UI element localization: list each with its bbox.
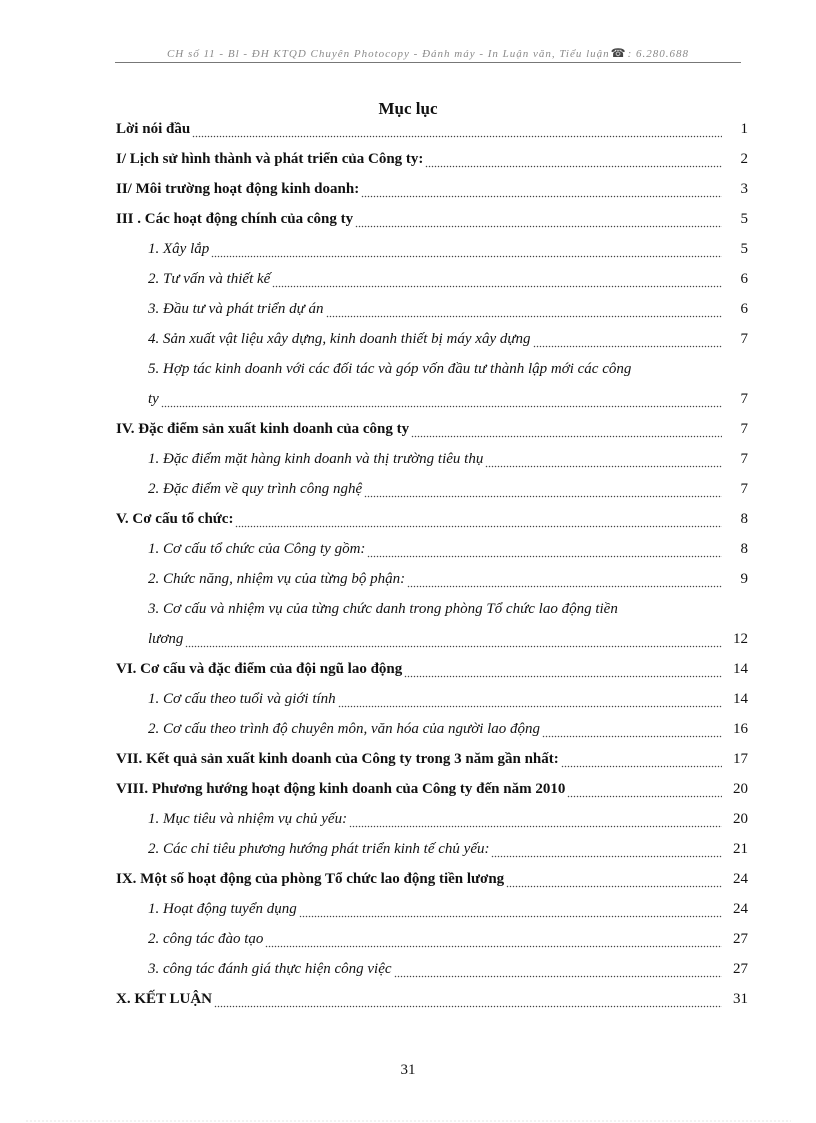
dot-leader (211, 244, 722, 258)
dot-leader (326, 304, 722, 318)
dot-leader (161, 394, 722, 408)
toc-subsection-entry[interactable] (148, 326, 748, 348)
toc-entry-page-number: 17 (733, 751, 748, 767)
dot-leader (349, 814, 722, 828)
toc-entry-label: VI. Cơ cấu và đặc điểm của đội ngũ lao động (116, 661, 403, 677)
footer-dotted-border (25, 1120, 791, 1122)
toc-entry-label: VIII. Phương hướng hoạt động kinh doanh của Công ty đến năm 2010 (116, 781, 566, 797)
toc-entry-label: III . Các hoạt động chính của công ty (116, 211, 354, 227)
toc-entry-label: X. KẾT LUẬN (116, 991, 212, 1007)
toc-entry-page-number: 24 (733, 871, 748, 887)
toc-entry-label: 2. Cơ cấu theo trình độ chuyên môn, văn hóa của người lao động (148, 721, 541, 737)
toc-entry-page-number: 21 (733, 841, 748, 857)
dot-leader (411, 424, 722, 438)
dot-leader (567, 784, 722, 798)
toc-entry-label: 1. Cơ cấu tổ chức của Công ty gồm: (148, 541, 366, 557)
toc-entry-page-number: 5 (740, 241, 748, 257)
toc-entry-label: 2. Tư vấn và thiết kế (148, 271, 271, 287)
toc-entry-page-number: 7 (740, 451, 748, 467)
header-rule (115, 62, 741, 63)
toc-section-entry[interactable] (116, 986, 748, 1008)
page-number: 31 (400, 1062, 416, 1078)
toc-subsection-entry[interactable] (148, 536, 748, 558)
toc-subsection-entry[interactable] (148, 236, 748, 258)
toc-entry-page-number: 7 (740, 331, 748, 347)
dot-leader (407, 574, 722, 588)
toc-section-entry[interactable] (116, 746, 748, 768)
header-phone-number: : 6.280.688 (627, 48, 690, 60)
dot-leader (561, 754, 722, 768)
toc-entry-page-number: 20 (733, 781, 748, 797)
dot-leader (214, 994, 722, 1008)
toc-entry-page-number: 7 (740, 481, 748, 497)
toc-subsection-entry[interactable] (148, 566, 748, 588)
toc-entry-label: 3. Đầu tư và phát triển dự án (148, 301, 324, 317)
dot-leader (404, 664, 722, 678)
toc-entry-label-line1: 5. Hợp tác kinh doanh với các đối tác và góp vốn đầu tư thành lập mới các công (148, 361, 632, 377)
toc-entry-page-number: 16 (733, 721, 748, 737)
toc-entry-label: 1. Xây lắp (148, 241, 210, 257)
toc-section-entry[interactable] (116, 116, 748, 138)
dot-leader (235, 514, 722, 528)
dot-leader (364, 484, 722, 498)
toc-entry-label: I/ Lịch sử hình thành và phát triển của Công ty: (116, 151, 424, 167)
toc-section-entry[interactable] (116, 776, 748, 798)
toc-subsection-entry[interactable] (148, 296, 748, 318)
dot-leader (425, 154, 722, 168)
toc-entry-page-number: 8 (740, 541, 748, 557)
dot-leader (299, 904, 722, 918)
toc-entry-page-number: 2 (740, 151, 748, 167)
toc-entry-label: VII. Kết quả sản xuất kinh doanh của Công ty trong 3 năm gần nhất: (116, 751, 559, 767)
dot-leader (485, 454, 722, 468)
toc-entry-label: 2. công tác đào tạo (148, 931, 264, 947)
toc-section-entry[interactable] (116, 206, 748, 228)
toc-subsection-entry[interactable] (148, 806, 748, 828)
toc-entry-label: 4. Sản xuất vật liệu xây dựng, kinh doanh thiết bị máy xây dựng (148, 331, 531, 347)
toc-entry-label-line1: 3. Cơ cấu và nhiệm vụ của từng chức danh trong phòng Tổ chức lao động tiền (148, 601, 618, 617)
toc-subsection-entry[interactable] (148, 686, 748, 708)
toc-entry-page-number: 24 (733, 901, 748, 917)
toc-entry-label: 3. công tác đánh giá thực hiện công việc (148, 961, 392, 977)
toc-subsection-entry[interactable] (148, 446, 748, 468)
toc-entry-page-number: 14 (733, 691, 748, 707)
dot-leader (185, 634, 722, 648)
page-header (115, 46, 741, 61)
toc-entry-label: Lời nói đầu (116, 121, 191, 137)
toc-entry-page-number: 7 (740, 421, 748, 437)
toc-title: Mục lục (378, 99, 438, 118)
toc-entry-label: 1. Mục tiêu và nhiệm vụ chủ yếu: (148, 811, 348, 827)
toc-entry-page-number: 8 (740, 511, 748, 527)
toc-entry-label: lương (148, 631, 184, 647)
toc-entry-label: IV. Đặc điểm sản xuất kinh doanh của công ty (116, 421, 410, 437)
toc-entry-page-number: 5 (740, 211, 748, 227)
toc-section-entry[interactable] (116, 656, 748, 678)
dot-leader (367, 544, 722, 558)
dot-leader (192, 124, 722, 138)
dot-leader (506, 874, 722, 888)
dot-leader (491, 844, 722, 858)
toc-entry-label: 1. Hoạt động tuyển dụng (148, 901, 297, 917)
dot-leader (265, 934, 722, 948)
dot-leader (355, 214, 722, 228)
toc-section-entry[interactable] (116, 176, 748, 198)
toc-subsection-entry[interactable] (148, 626, 748, 648)
toc-subsection-entry[interactable] (148, 476, 748, 498)
toc-entry-page-number: 9 (740, 571, 748, 587)
toc-entry-label: 1. Cơ cấu theo tuổi và giới tính (148, 691, 336, 707)
toc-entry-page-number: 31 (733, 991, 748, 1007)
toc-entry-page-number: 3 (740, 181, 748, 197)
toc-subsection-entry[interactable] (148, 926, 748, 948)
toc-entry-page-number: 7 (740, 391, 748, 407)
toc-subsection-entry[interactable] (148, 956, 748, 978)
dot-leader (361, 184, 722, 198)
toc-subsection-entry[interactable] (148, 386, 748, 408)
toc-entry-label: 2. Chức năng, nhiệm vụ của từng bộ phận: (148, 571, 406, 587)
toc-entry-page-number: 6 (740, 301, 748, 317)
dot-leader (394, 964, 722, 978)
toc-section-entry[interactable] (116, 866, 748, 888)
toc-entry-page-number: 6 (740, 271, 748, 287)
toc-entry-page-number: 27 (733, 961, 748, 977)
telephone-icon: ☎ (610, 46, 627, 60)
toc-entry-label: V. Cơ cấu tổ chức: (116, 511, 234, 527)
toc-entry-label: II/ Môi trường hoạt động kinh doanh: (116, 181, 360, 197)
toc-section-entry[interactable] (116, 506, 748, 528)
header-text: CH số 11 - Bl - ĐH KTQD Chuyên Photocopy - Đánh máy - In Luận văn, Tiểu luận (166, 48, 610, 60)
dot-leader (272, 274, 722, 288)
toc-entry-page-number: 1 (740, 121, 748, 137)
toc-entry-page-number: 14 (733, 661, 748, 677)
toc-entry-page-number: 12 (733, 631, 748, 647)
toc-entry-label: 1. Đặc điểm mặt hàng kinh doanh và thị trường tiêu thụ (148, 451, 484, 467)
toc-section-entry[interactable] (116, 416, 748, 438)
toc-subsection-entry[interactable] (148, 266, 748, 288)
dot-leader (533, 334, 722, 348)
toc-entry-page-number: 27 (733, 931, 748, 947)
toc-entry-label: IX. Một số hoạt động của phòng Tổ chức lao động tiền lương (116, 871, 505, 887)
dot-leader (542, 724, 722, 738)
toc-entry-page-number: 20 (733, 811, 748, 827)
toc-entry-label: 2. Đặc điểm về quy trình công nghệ (148, 481, 363, 497)
toc-subsection-entry[interactable] (148, 716, 748, 738)
toc-entry-label: ty (148, 391, 159, 407)
toc-subsection-entry[interactable] (148, 836, 748, 858)
toc-entry-label: 2. Các chỉ tiêu phương hướng phát triển kinh tế chủ yếu: (148, 841, 490, 857)
toc-subsection-entry[interactable] (148, 896, 748, 918)
dot-leader (338, 694, 722, 708)
toc-section-entry[interactable] (116, 146, 748, 168)
